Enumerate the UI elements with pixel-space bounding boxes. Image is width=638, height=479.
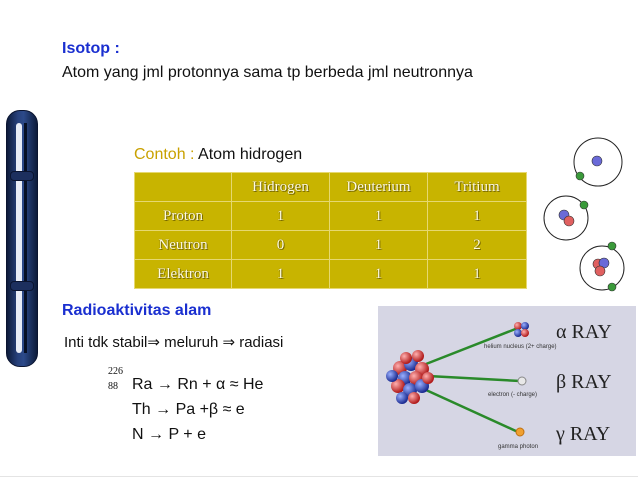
electron-particle	[608, 242, 616, 250]
example-value: Atom hidrogen	[198, 146, 303, 163]
atomic-number: 88	[108, 381, 118, 392]
table-cell: Elektron	[135, 260, 232, 289]
table-cell: 1	[232, 202, 330, 231]
electron-particle	[580, 201, 588, 209]
proton-particle	[564, 216, 574, 226]
table-cell: Proton	[135, 202, 232, 231]
isotope-table	[134, 172, 527, 289]
gamma-ray-label: γ RAY	[556, 423, 611, 445]
table-row	[135, 260, 527, 289]
beta-electron	[518, 377, 526, 385]
electron-particle	[608, 283, 616, 291]
table-header-cell: Hidrogen	[232, 173, 330, 202]
isotop-definition: Atom yang jml protonnya sama tp berbeda jml neutronnya	[62, 64, 473, 81]
electron-particle	[576, 172, 584, 180]
beta-ray-label: β RAY	[556, 371, 612, 393]
alpha-ray-label: α RAY	[556, 321, 612, 343]
table-cell: 1	[232, 260, 330, 289]
atom-diagrams	[540, 120, 638, 300]
proton-particle	[595, 266, 605, 276]
decay-description: Inti tdk stabil⇒ meluruh ⇒ radiasi	[64, 334, 284, 351]
table-cell: 2	[428, 231, 527, 260]
alpha-caption: helium nucleus (2+ charge)	[484, 344, 557, 350]
neutron-particle	[592, 156, 602, 166]
gamma-caption: gamma photon	[498, 444, 539, 450]
table-row	[135, 202, 527, 231]
table-header-cell	[135, 173, 232, 202]
isotop-heading: Isotop :	[62, 40, 120, 57]
decorative-side-bar	[6, 110, 38, 367]
table-header-cell: Deuterium	[330, 173, 428, 202]
beta-caption: electron (- charge)	[488, 392, 538, 398]
equation-radium: Ra → Rn + α ≈ He	[132, 376, 264, 393]
table-cell: 1	[330, 231, 428, 260]
table-cell: 1	[428, 202, 527, 231]
gamma-photon	[516, 428, 524, 436]
tritium-atom-diagram	[580, 242, 624, 291]
radiation-rays-figure	[378, 306, 636, 456]
table-header-cell: Tritium	[428, 173, 527, 202]
table-header-row	[135, 173, 527, 202]
radioactivity-heading: Radioaktivitas alam	[62, 302, 212, 319]
table-cell: 1	[330, 260, 428, 289]
equation-thorium: Th → Pa +β ≈ e	[132, 401, 245, 418]
mass-number: 226	[108, 366, 123, 377]
hydrogen-atom-diagram	[574, 138, 622, 186]
example-line	[134, 146, 302, 164]
equation-neutron: N → P + e	[132, 426, 206, 443]
example-label: Contoh :	[134, 146, 195, 163]
table-row	[135, 231, 527, 260]
slide-bottom-divider	[0, 476, 638, 477]
table-cell: 0	[232, 231, 330, 260]
deuterium-atom-diagram	[544, 196, 588, 240]
table-cell: Neutron	[135, 231, 232, 260]
table-cell: 1	[330, 202, 428, 231]
table-cell: 1	[428, 260, 527, 289]
